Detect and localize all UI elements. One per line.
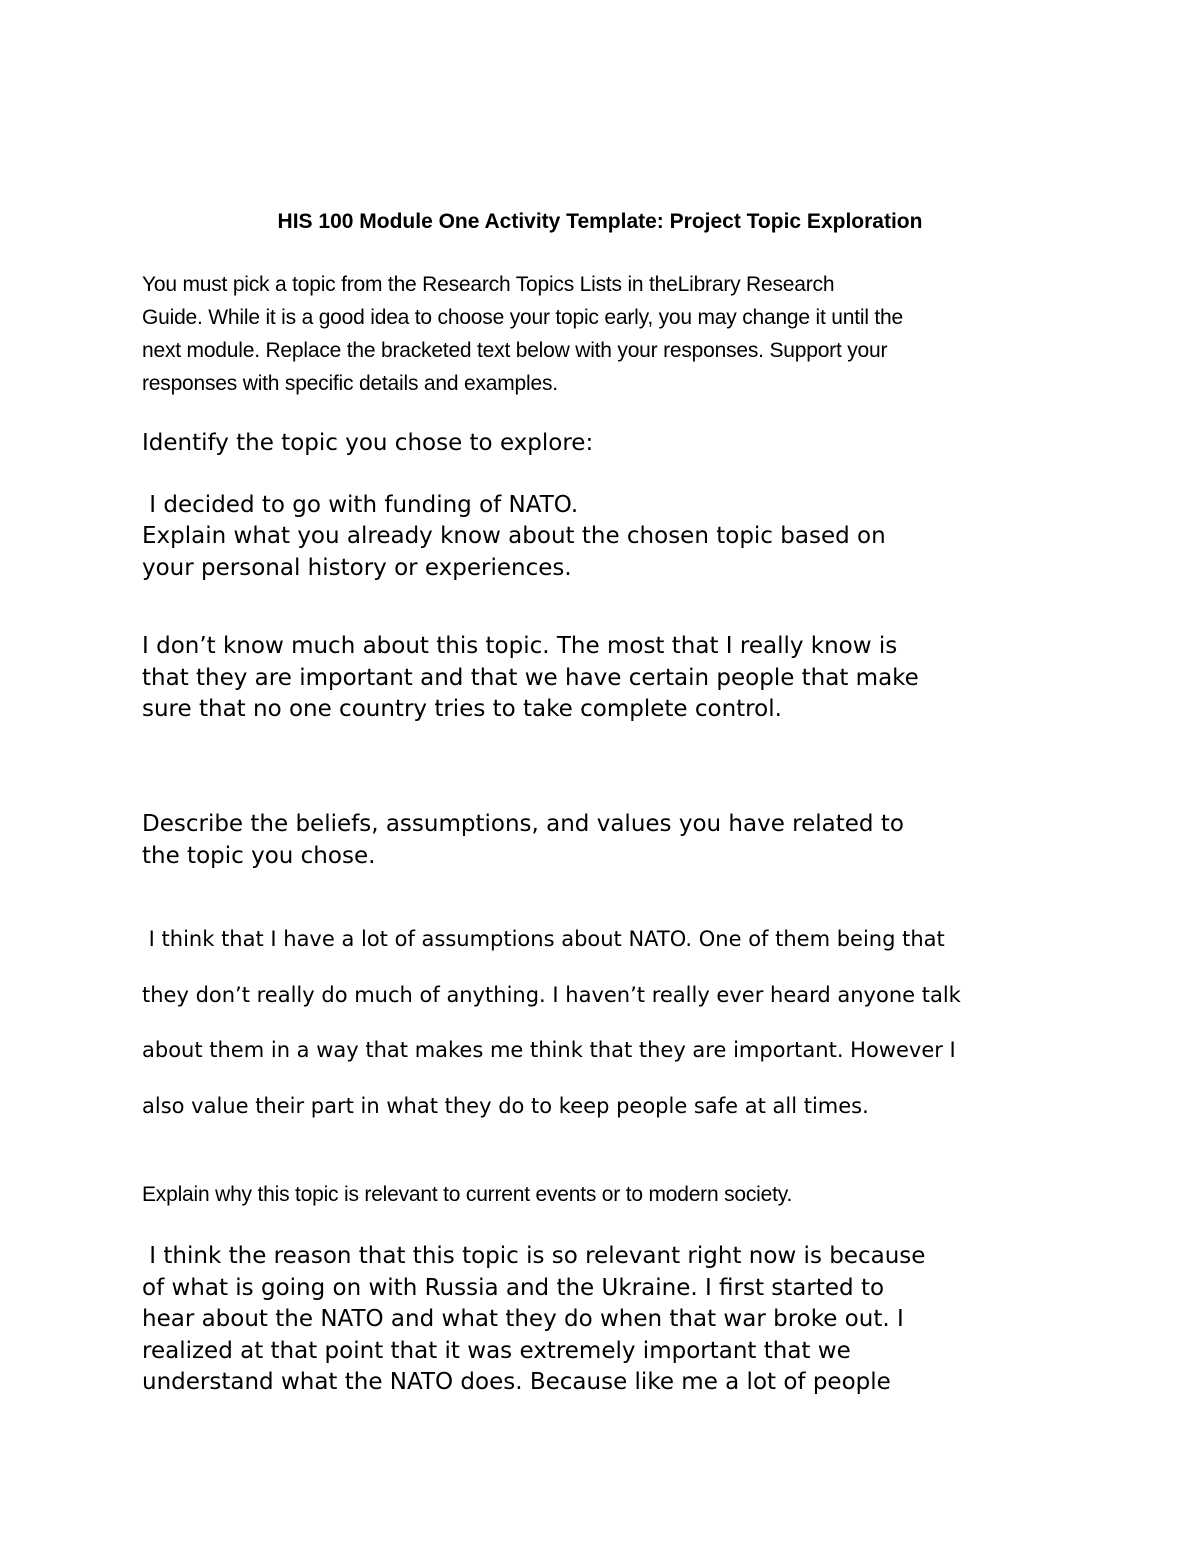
q2-answer-line: sure that no one country tries to take complete control. — [142, 696, 782, 722]
q2-prompt — [142, 521, 886, 584]
document-title: HIS 100 Module One Activity Template: Project Topic Exploration — [277, 210, 923, 233]
instructions-paragraph — [142, 268, 903, 400]
q4-prompt: Explain why this topic is relevant to current events or to modern society. — [142, 1183, 793, 1206]
instructions-line: next module. Replace the bracketed text below with your responses. Support your — [142, 339, 888, 362]
q4-answer-line: hear about the NATO and what they do when that war broke out. I — [142, 1306, 904, 1332]
q3-prompt-line: the topic you chose. — [142, 842, 376, 869]
instructions-line: responses with specific details and examples. — [142, 372, 558, 395]
q3-answer-line: about them in a way that makes me think that they are important. However I — [142, 1038, 956, 1062]
q2-prompt-line: your personal history or experiences. — [142, 554, 572, 581]
q3-answer-line: they don’t really do much of anything. I haven’t really ever heard anyone talk — [142, 982, 961, 1007]
q3-answer-line: also value their part in what they do to keep people safe at all times. — [142, 1093, 869, 1118]
q4-answer — [142, 1241, 925, 1399]
q1-prompt: Identify the topic you chose to explore: — [142, 430, 594, 456]
q4-answer-line: I think the reason that this topic is so relevant right now is because — [142, 1243, 926, 1269]
q2-answer-line: that they are important and that we have certain people that make — [142, 664, 919, 691]
q2-prompt-line: Explain what you already know about the chosen topic based on — [142, 523, 886, 549]
q3-prompt-line: Describe the beliefs, assumptions, and values you have related to — [142, 811, 904, 837]
q2-answer — [142, 631, 919, 726]
q4-answer-line: realized at that point that it was extremely important that we — [142, 1337, 851, 1364]
q4-answer-line: of what is going on with Russia and the Ukraine. I first started to — [142, 1274, 885, 1301]
q4-answer-line: understand what the NATO does. Because like me a lot of people — [142, 1369, 891, 1395]
instructions-line: You must pick a topic from the Research Topics Lists in theLibrary Research — [142, 273, 835, 296]
q2-answer-line: I don’t know much about this topic. The most that I really know is — [142, 633, 898, 659]
q3-answer-line: I think that I have a lot of assumptions about NATO. One of them being that — [142, 927, 945, 951]
instructions-line: Guide. While it is a good idea to choose your topic early, you may change it until the — [142, 306, 904, 329]
q1-answer: I decided to go with funding of NATO. — [142, 492, 579, 518]
q3-answer — [142, 912, 961, 1134]
q3-prompt — [142, 809, 904, 872]
